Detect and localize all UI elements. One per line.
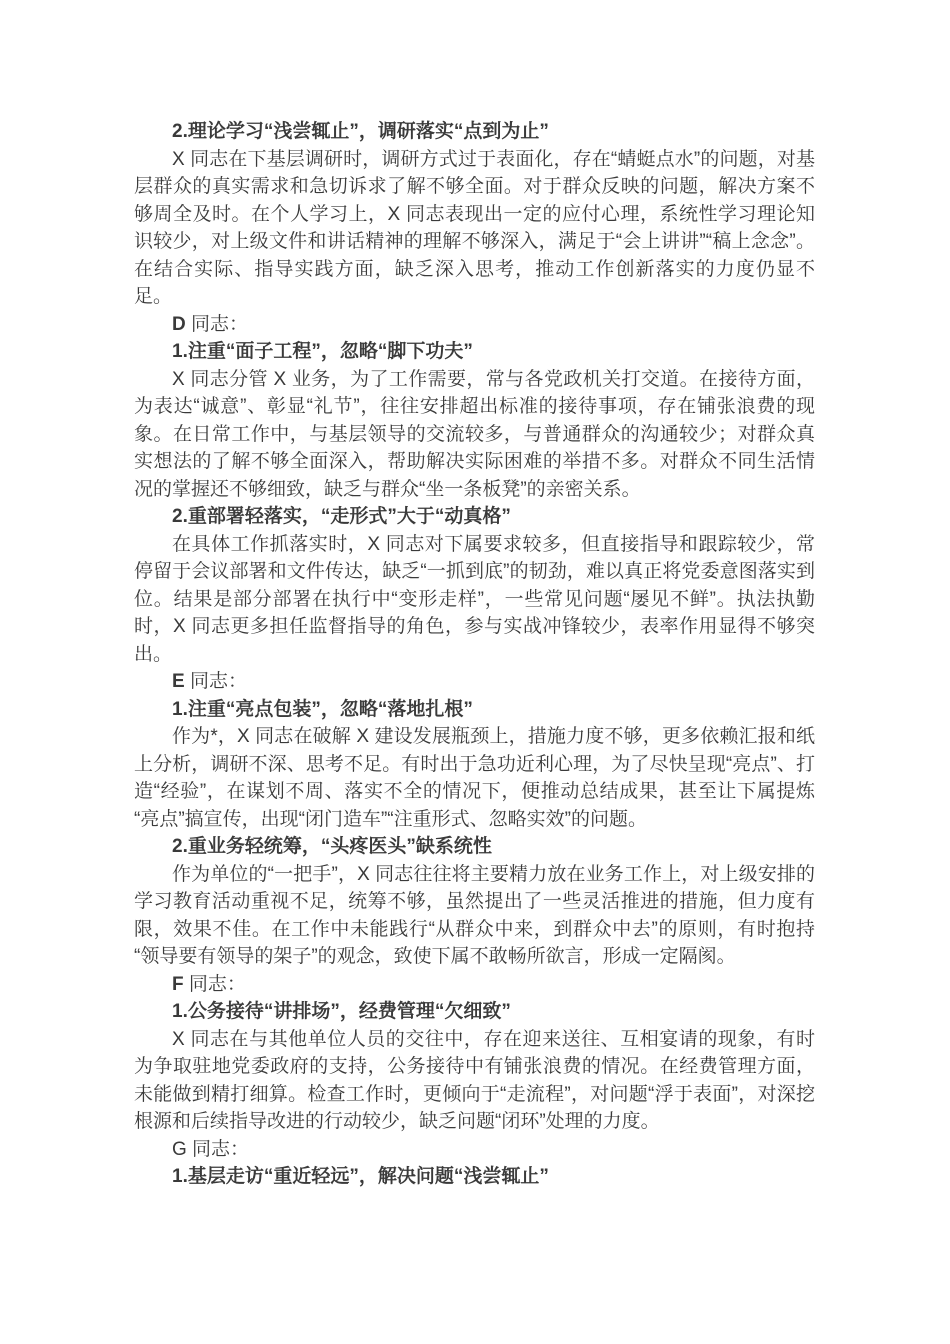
person-label (134, 668, 815, 696)
section-heading: 1.基层走访“重近轻远”，解决问题“浅尝辄止” (172, 1166, 549, 1187)
section-heading: 1.公务接待“讲排场”，经费管理“欠细致” (172, 1001, 511, 1022)
section-heading: 1.注重“亮点包装”，忽略“落地扎根” (172, 698, 473, 720)
section-heading: 2.理论学习“浅尝辄止”，调研落实“点到为止” (172, 121, 549, 142)
document-text-body (134, 118, 815, 1191)
person-initial: F (172, 973, 184, 995)
body-paragraph: X 同志在与其他单位人员的交往中，存在迎来送往、互相宴请的现象，有时为争取驻地党委政府的支持，公务接待中有铺张浪费的情况。在经费管理方面，未能做到精打细算。检查工作时，更倾向于“走流程”，对问题“浮于表面”，对深挖根源和后续指导改进的行动较少，缺乏问题“闭环”处理的力度。 (134, 1028, 815, 1132)
person-initial: G (172, 1138, 187, 1160)
person-suffix: 同志： (184, 671, 247, 692)
section-heading: 1.注重“面子工程”，忽略“脚下功夫” (172, 341, 473, 362)
person-label (134, 971, 815, 999)
person-suffix: 同志： (185, 313, 249, 335)
body-paragraph: 作为*，X 同志在破解 X 建设发展瓶颈上，措施力度不够，更多依赖汇报和纸上分析，调研不深、思考不足。有时出于急功近利心理，为了尽快呈现“亮点”、打造“经验”，在谋划不周、落实不全的情况下，便推动总结成果，甚至让下属提炼“亮点”搞宣传，出现“闭门造车”“注重形式、忽略实效”的问题。 (134, 726, 815, 830)
body-paragraph: X 同志在下基层调研时，调研方式过于表面化，存在“蜻蜓点水”的问题，对基层群众的真实需求和急切诉求了解不够全面。对于群众反映的问题，解决方案不够周全及时。在个人学习上，X 同志表现出一定的应付心理，系统性学习理论知识较少，对上级文件和讲话精神的理解不够深入，满足于“会上讲讲”“稿上念念”。在结合实际、指导实践方面，缺乏深入思考，推动工作创新落实的力度仍显不足。 (134, 148, 815, 307)
person-label (134, 311, 815, 339)
body-paragraph: X 同志分管 X 业务，为了工作需要，常与各党政机关打交道。在接待方面，为表达“诚意”、彰显“礼节”，往往安排超出标准的接待事项，存在铺张浪费的现象。在日常工作中，与基层领导的交流较多，与普通群众的沟通较少；对群众真实想法的了解不够全面深入，帮助解决实际困难的举措不多。对群众不同生活情况的掌握还不够细致，缺乏与群众“坐一条板凳”的亲密关系。 (134, 368, 815, 500)
person-suffix: 同志： (183, 973, 246, 995)
person-suffix: 同志： (186, 1138, 250, 1160)
body-paragraph: 在具体工作抓落实时，X 同志对下属要求较多，但直接指导和跟踪较少，常停留于会议部署和文件传达，缺乏“一抓到底”的韧劲，难以真正将党委意图落实到位。结果是部分部署在执行中“变形走样”，一些常见问题“屡见不鲜”。执法执勤时，X 同志更多担任监督指导的角色，参与实战冲锋较少，表率作用显得不够突出。 (134, 533, 815, 665)
person-label (134, 1136, 815, 1164)
body-paragraph: 作为单位的“一把手”，X 同志往往将主要精力放在业务工作上，对上级安排的学习教育活动重视不足，统筹不够，虽然提出了一些灵活推进的措施，但力度有限，效果不佳。在工作中未能践行“从群众中来，到群众中去”的原则，有时抱持“领导要有领导的架子”的观念，致使下属不敢畅所欲言，形成一定隔阂。 (134, 863, 815, 967)
person-initial: D (172, 313, 186, 335)
person-initial: E (172, 671, 185, 692)
section-heading: 2.重部署轻落实，“走形式”大于“动真格” (172, 506, 511, 527)
section-heading: 2.重业务轻统筹，“头疼医头”缺系统性 (172, 836, 492, 857)
